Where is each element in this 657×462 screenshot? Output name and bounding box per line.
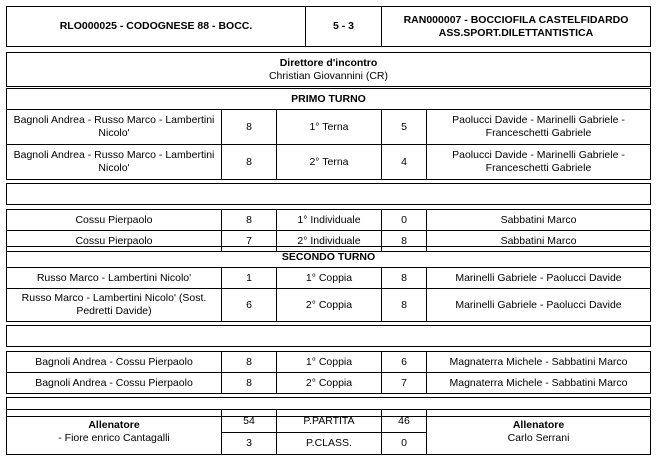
match-home-score: 8 — [246, 120, 252, 133]
match-home-score: 8 — [246, 213, 252, 226]
match-away: Magnaterra Michele - Sabbatini Marco — [449, 376, 628, 389]
match-away-score: 6 — [401, 355, 407, 368]
match-away-score: 8 — [401, 271, 407, 284]
director-cell — [6, 52, 651, 87]
match-game: 1° Coppia — [305, 355, 353, 368]
home-coach-label: Allenatore — [88, 419, 140, 431]
match-home-score-cell — [221, 372, 277, 394]
match-home-cell — [6, 267, 222, 289]
match-game-cell — [276, 351, 382, 373]
away-coach-name: Carlo Serrani — [507, 432, 570, 444]
match-home-score: 8 — [246, 376, 252, 389]
match-home-score: 7 — [246, 234, 252, 247]
class-home-points: 3 — [246, 437, 252, 449]
match-home-score-cell — [221, 109, 277, 145]
home-coach-name: - Fiore enrico Cantagalli — [58, 432, 170, 444]
match-home-score: 6 — [246, 298, 252, 311]
away-coach-cell — [426, 409, 651, 455]
score-cell — [305, 6, 382, 47]
class-away-points: 0 — [401, 437, 407, 449]
match-away-score-cell — [381, 109, 427, 145]
match-away-cell — [426, 351, 651, 373]
match-home-cell — [6, 372, 222, 394]
match-game: 1° Terna — [309, 120, 349, 133]
match-game-cell — [276, 288, 382, 322]
match-away-score-cell — [381, 209, 427, 231]
home-team: RLO000025 - CODOGNESE 88 - BOCC. — [59, 20, 253, 32]
match-home-score-cell — [221, 209, 277, 231]
match-away-score: 0 — [401, 213, 407, 226]
match-away-score-cell — [381, 288, 427, 322]
match-home-cell — [6, 209, 222, 231]
match-away-score: 7 — [401, 376, 407, 389]
match-away-score-cell — [381, 351, 427, 373]
partita-away-cell — [381, 409, 427, 433]
match-home: Bagnoli Andrea - Cossu Pierpaolo — [35, 355, 193, 368]
match-game: 2° Individuale — [297, 234, 361, 247]
class-home-cell — [221, 432, 277, 455]
director-name: Christian Giovannini (CR) — [268, 69, 389, 82]
home-team-cell — [6, 6, 306, 47]
match-away: Sabbatini Marco — [500, 234, 577, 247]
match-home: Russo Marco - Lambertini Nicolo' (Sost. Pedretti Davide) — [21, 292, 207, 317]
match-game: 2° Coppia — [305, 298, 353, 311]
spacer-row — [6, 183, 651, 205]
match-home: Bagnoli Andrea - Russo Marco - Lambertini Nicolo' — [13, 114, 215, 139]
partita-home-points: 54 — [243, 414, 255, 427]
director-label: Direttore d'incontro — [279, 56, 378, 69]
partita-home-cell — [221, 409, 277, 433]
match-away-score-cell — [381, 372, 427, 394]
class-label: P.CLASS. — [306, 437, 352, 449]
match-home-score: 8 — [246, 355, 252, 368]
match-away: Paolucci Davide - Marinelli Gabriele - Franceschetti Gabriele — [452, 114, 625, 139]
match-home-score-cell — [221, 144, 277, 180]
match-away-cell — [426, 267, 651, 289]
section-title: SECONDO TURNO — [281, 250, 376, 263]
match-away-score: 8 — [401, 234, 407, 247]
match-game-cell — [276, 144, 382, 180]
match-away: Marinelli Gabriele - Paolucci Davide — [455, 298, 622, 311]
match-game-cell — [276, 209, 382, 231]
match-away: Sabbatini Marco — [500, 213, 577, 226]
match-away-score: 4 — [401, 155, 407, 168]
match-game-cell — [276, 109, 382, 145]
match-game-cell — [276, 372, 382, 394]
spacer-row — [6, 325, 651, 347]
section-title-cell — [6, 88, 651, 110]
away-team-line1: RAN000007 - BOCCIOFILA CASTELFIDARDO — [403, 13, 629, 26]
match-away-score: 8 — [401, 298, 407, 311]
match-home-cell — [6, 144, 222, 180]
match-away: Paolucci Davide - Marinelli Gabriele - Franceschetti Gabriele — [452, 149, 625, 174]
match-report — [6, 6, 651, 455]
match-home-score-cell — [221, 288, 277, 322]
away-team-cell — [381, 6, 651, 47]
class-away-cell — [381, 432, 427, 455]
match-home: Russo Marco - Lambertini Nicolo' — [36, 271, 192, 284]
away-coach-label: Allenatore — [512, 419, 565, 431]
class-label-cell — [276, 432, 382, 455]
match-away-cell — [426, 109, 651, 145]
match-home-score-cell — [221, 267, 277, 289]
match-away-cell — [426, 372, 651, 394]
section-title-cell — [6, 246, 651, 268]
match-away: Marinelli Gabriele - Paolucci Davide — [455, 271, 622, 284]
match-home-cell — [6, 288, 222, 322]
match-away: Magnaterra Michele - Sabbatini Marco — [449, 355, 628, 368]
match-away-score: 5 — [401, 120, 407, 133]
section-title: PRIMO TURNO — [291, 92, 366, 105]
match-home-score: 8 — [246, 155, 252, 168]
match-home: Cossu Pierpaolo — [75, 234, 153, 247]
away-team-line2: ASS.SPORT.DILETTANTISTICA — [438, 26, 594, 39]
match-home-score: 1 — [246, 271, 252, 284]
match-home: Bagnoli Andrea - Cossu Pierpaolo — [35, 376, 193, 389]
match-home-score-cell — [221, 351, 277, 373]
match-home: Bagnoli Andrea - Russo Marco - Lambertini Nicolo' — [13, 149, 215, 174]
match-away-cell — [426, 288, 651, 322]
final-score: 5 - 3 — [332, 20, 354, 32]
match-game: 2° Coppia — [305, 376, 353, 389]
match-home-cell — [6, 351, 222, 373]
partita-label-cell — [276, 409, 382, 433]
home-coach-cell — [6, 409, 222, 455]
match-home-cell — [6, 109, 222, 145]
match-home: Cossu Pierpaolo — [75, 213, 153, 226]
match-game: 1° Coppia — [305, 271, 353, 284]
match-away-score-cell — [381, 267, 427, 289]
match-away-score-cell — [381, 144, 427, 180]
partita-label: P.PARTITA — [303, 414, 355, 427]
match-away-cell — [426, 144, 651, 180]
match-game: 2° Terna — [309, 155, 349, 168]
partita-away-points: 46 — [398, 414, 410, 427]
match-away-cell — [426, 209, 651, 231]
match-game-cell — [276, 267, 382, 289]
match-game: 1° Individuale — [297, 213, 361, 226]
